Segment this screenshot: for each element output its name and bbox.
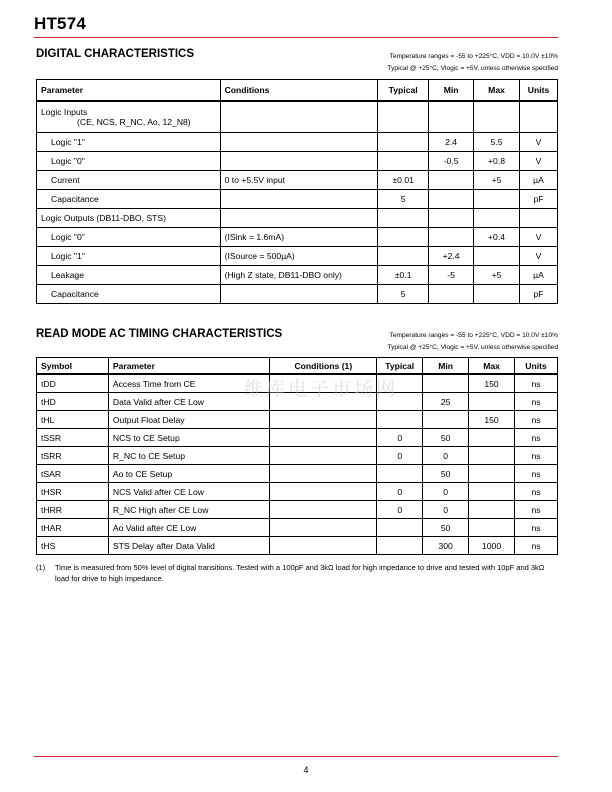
table-cell-typical bbox=[378, 152, 429, 171]
table-cell-min bbox=[429, 285, 474, 304]
table-cell-parameter: Logic "1" bbox=[37, 133, 221, 152]
table-cell-units: ns bbox=[515, 519, 558, 537]
column-header: Min bbox=[429, 80, 474, 102]
footnote-number: (1) bbox=[36, 563, 46, 572]
table-cell-parameter: R_NC to CE Setup bbox=[108, 447, 270, 465]
column-header: Symbol bbox=[37, 358, 109, 375]
table-row bbox=[37, 519, 558, 537]
table-cell-units: ns bbox=[515, 501, 558, 519]
table-cell-typical bbox=[378, 247, 429, 266]
table-cell-units: ns bbox=[515, 374, 558, 393]
table-cell-symbol: tHL bbox=[37, 411, 109, 429]
footnote-text: Time is measured from 50% level of digital transitions. Tested with a 100pF and 3kΩ load for high impedance to drive and tested with 10pF and 3kΩ load for drive to high impedance. bbox=[55, 563, 545, 583]
column-header: Units bbox=[519, 80, 557, 102]
table-cell-parameter: Leakage bbox=[37, 266, 221, 285]
table-cell-units: µA bbox=[519, 266, 557, 285]
table-cell-typical: 0 bbox=[377, 447, 423, 465]
table-cell-conditions bbox=[220, 133, 378, 152]
table-cell-units: ns bbox=[515, 429, 558, 447]
table-row bbox=[37, 101, 558, 133]
read-mode-heading: READ MODE AC TIMING CHARACTERISTICS bbox=[36, 328, 283, 340]
table-cell-conditions bbox=[220, 209, 378, 228]
column-header: Max bbox=[474, 80, 520, 102]
read-mode-conditions-line1: Temperature ranges = -55 to +225°C, VDD = 10.0V ±10% bbox=[389, 332, 558, 339]
table-cell-parameter: Access Time from CE bbox=[108, 374, 270, 393]
digital-characteristics-heading: DIGITAL CHARACTERISTICS bbox=[36, 48, 195, 60]
table-cell-min: 300 bbox=[423, 537, 469, 555]
watermark-text: 维库电子市场网 bbox=[244, 378, 399, 400]
document-title: HT574 bbox=[34, 14, 87, 33]
table-cell-parameter: Logic "1" bbox=[37, 247, 221, 266]
table-cell-parameter bbox=[37, 101, 221, 133]
table-cell-parameter: Logic "0" bbox=[37, 228, 221, 247]
parameter-line-detail: (CE, NCS, R_NC, Ao, 12_N8) bbox=[77, 117, 191, 127]
table-cell-typical: 5 bbox=[378, 190, 429, 209]
column-header: Max bbox=[469, 358, 515, 375]
table-cell-typical: 0 bbox=[377, 483, 423, 501]
table-cell-conditions bbox=[270, 519, 377, 537]
table-cell-units: ns bbox=[515, 465, 558, 483]
table-row bbox=[37, 285, 558, 304]
table-cell-conditions bbox=[270, 429, 377, 447]
table-cell-symbol: tDD bbox=[37, 374, 109, 393]
table-cell-units bbox=[519, 101, 557, 133]
table-cell-typical: 0 bbox=[377, 501, 423, 519]
table-row bbox=[37, 447, 558, 465]
table-cell-typical bbox=[377, 411, 423, 429]
table-cell-max bbox=[469, 429, 515, 447]
table-cell-typical: 0 bbox=[377, 429, 423, 447]
column-header: Parameter bbox=[108, 358, 270, 375]
table-cell-conditions bbox=[270, 537, 377, 555]
table-cell-symbol: tSRR bbox=[37, 447, 109, 465]
table-cell-min: 25 bbox=[423, 393, 469, 411]
table-cell-typical bbox=[377, 537, 423, 555]
table-row bbox=[37, 133, 558, 152]
header-rule bbox=[34, 37, 558, 38]
table-cell-units: pF bbox=[519, 285, 557, 304]
table-cell-min: 50 bbox=[423, 519, 469, 537]
table-cell-units: V bbox=[519, 152, 557, 171]
table-cell-units: ns bbox=[515, 411, 558, 429]
table-cell-min: -0.5 bbox=[429, 152, 474, 171]
table-header-row bbox=[37, 80, 558, 102]
table-cell-typical: 5 bbox=[378, 285, 429, 304]
footnote bbox=[36, 563, 558, 584]
table-cell-conditions bbox=[220, 190, 378, 209]
table-cell-min bbox=[429, 190, 474, 209]
table-cell-typical bbox=[377, 519, 423, 537]
table-cell-min: 0 bbox=[423, 447, 469, 465]
digital-characteristics-table bbox=[36, 79, 558, 304]
digital-conditions-line1: Temperature ranges = -55 to +225°C, VDD = 10.0V ±10% bbox=[389, 53, 558, 60]
table-cell-parameter: Capacitance bbox=[37, 190, 221, 209]
table-cell-max bbox=[469, 483, 515, 501]
table-cell-max bbox=[474, 101, 520, 133]
table-cell-max: +5 bbox=[474, 171, 520, 190]
table-cell-min: 0 bbox=[423, 501, 469, 519]
table-cell-units: µA bbox=[519, 171, 557, 190]
read-mode-conditions bbox=[387, 330, 558, 353]
table-cell-min: 50 bbox=[423, 429, 469, 447]
table-cell-conditions bbox=[270, 411, 377, 429]
table-cell-max: 150 bbox=[469, 411, 515, 429]
digital-conditions bbox=[387, 51, 558, 74]
table-cell-typical bbox=[378, 228, 429, 247]
table-cell-conditions bbox=[270, 483, 377, 501]
table-cell-units: ns bbox=[515, 483, 558, 501]
table-cell-conditions bbox=[270, 501, 377, 519]
table-cell-symbol: tHAR bbox=[37, 519, 109, 537]
table-cell-min: -5 bbox=[429, 266, 474, 285]
table-cell-max bbox=[469, 465, 515, 483]
parameter-line: Logic Inputs bbox=[41, 107, 88, 117]
table-row bbox=[37, 247, 558, 266]
table-cell-max: 150 bbox=[469, 374, 515, 393]
table-cell-units: V bbox=[519, 228, 557, 247]
column-header: Conditions bbox=[220, 80, 378, 102]
table-cell-min bbox=[423, 374, 469, 393]
table-cell-max: +0.8 bbox=[474, 152, 520, 171]
table-row bbox=[37, 190, 558, 209]
table-cell-max: 1000 bbox=[469, 537, 515, 555]
table-cell-symbol: tSSR bbox=[37, 429, 109, 447]
table-cell-parameter: Current bbox=[37, 171, 221, 190]
table-cell-symbol: tSAR bbox=[37, 465, 109, 483]
table-cell-min bbox=[429, 209, 474, 228]
digital-conditions-line2: Typical @ +25°C, Vlogic = +5V, unless otherwise specified bbox=[387, 64, 558, 72]
table-cell-parameter: Logic Outputs (DB11-DBO, STS) bbox=[37, 209, 221, 228]
column-header: Conditions (1) bbox=[270, 358, 377, 375]
table-cell-max: 5.5 bbox=[474, 133, 520, 152]
table-cell-conditions: (ISink = 1.6mA) bbox=[220, 228, 378, 247]
table-row bbox=[37, 152, 558, 171]
table-cell-parameter: R_NC High after CE Low bbox=[108, 501, 270, 519]
table-cell-conditions bbox=[220, 285, 378, 304]
table-cell-max bbox=[474, 247, 520, 266]
table-cell-typical bbox=[378, 209, 429, 228]
table-row bbox=[37, 411, 558, 429]
table-cell-symbol: tHRR bbox=[37, 501, 109, 519]
table-cell-conditions: (High Z state, DB11-DBO only) bbox=[220, 266, 378, 285]
table-cell-units: pF bbox=[519, 190, 557, 209]
table-cell-units: ns bbox=[515, 537, 558, 555]
table-cell-parameter: Data Valid after CE Low bbox=[108, 393, 270, 411]
footer-rule bbox=[34, 756, 558, 757]
column-header: Parameter bbox=[37, 80, 221, 102]
table-cell-typical bbox=[377, 465, 423, 483]
table-cell-conditions bbox=[220, 101, 378, 133]
table-row bbox=[37, 501, 558, 519]
table-cell-max bbox=[469, 447, 515, 465]
table-cell-parameter: Ao to CE Setup bbox=[108, 465, 270, 483]
table-row bbox=[37, 228, 558, 247]
table-cell-max bbox=[469, 519, 515, 537]
table-cell-max bbox=[469, 393, 515, 411]
table-cell-min bbox=[429, 171, 474, 190]
table-cell-conditions bbox=[220, 152, 378, 171]
table-cell-min bbox=[429, 228, 474, 247]
table-cell-min: 0 bbox=[423, 483, 469, 501]
table-cell-max bbox=[469, 501, 515, 519]
table-cell-units: ns bbox=[515, 393, 558, 411]
table-cell-conditions: (ISource = 500µA) bbox=[220, 247, 378, 266]
table-cell-max bbox=[474, 285, 520, 304]
table-cell-conditions bbox=[270, 447, 377, 465]
table-cell-typical: ±0.1 bbox=[378, 266, 429, 285]
table-header-row bbox=[37, 358, 558, 375]
table-cell-conditions: 0 to +5.5V input bbox=[220, 171, 378, 190]
table-cell-units: V bbox=[519, 247, 557, 266]
table-row bbox=[37, 537, 558, 555]
table-cell-max: +0.4 bbox=[474, 228, 520, 247]
table-cell-symbol: tHS bbox=[37, 537, 109, 555]
table-cell-parameter: STS Delay after Data Valid bbox=[108, 537, 270, 555]
table-row bbox=[37, 483, 558, 501]
table-row bbox=[37, 266, 558, 285]
table-cell-parameter: Logic "0" bbox=[37, 152, 221, 171]
table-cell-conditions bbox=[270, 465, 377, 483]
table-cell-parameter: NCS Valid after CE Low bbox=[108, 483, 270, 501]
column-header: Units bbox=[515, 358, 558, 375]
table-cell-symbol: tHSR bbox=[37, 483, 109, 501]
table-row bbox=[37, 171, 558, 190]
table-row bbox=[37, 429, 558, 447]
page-number: 4 bbox=[303, 765, 309, 775]
table-cell-units: ns bbox=[515, 447, 558, 465]
read-mode-conditions-line2: Typical @ +25°C, Vlogic = +5V, unless otherwise specified bbox=[387, 343, 558, 351]
table-cell-typical bbox=[378, 133, 429, 152]
column-header: Typical bbox=[377, 358, 423, 375]
table-row bbox=[37, 209, 558, 228]
table-cell-units: V bbox=[519, 133, 557, 152]
table-row bbox=[37, 465, 558, 483]
table-cell-parameter: Ao Valid after CE Low bbox=[108, 519, 270, 537]
table-cell-min: 2.4 bbox=[429, 133, 474, 152]
table-cell-min bbox=[429, 101, 474, 133]
table-cell-symbol: tHD bbox=[37, 393, 109, 411]
table-cell-max: +5 bbox=[474, 266, 520, 285]
column-header: Min bbox=[423, 358, 469, 375]
column-header: Typical bbox=[378, 80, 429, 102]
table-cell-min bbox=[423, 411, 469, 429]
table-cell-parameter: Capacitance bbox=[37, 285, 221, 304]
table-cell-parameter: Output Float Delay bbox=[108, 411, 270, 429]
table-cell-units bbox=[519, 209, 557, 228]
table-cell-min: 50 bbox=[423, 465, 469, 483]
table-cell-typical: ±0.01 bbox=[378, 171, 429, 190]
table-cell-max bbox=[474, 190, 520, 209]
table-cell-max bbox=[474, 209, 520, 228]
table-cell-min: +2.4 bbox=[429, 247, 474, 266]
table-cell-parameter: NCS to CE Setup bbox=[108, 429, 270, 447]
table-cell-typical bbox=[378, 101, 429, 133]
